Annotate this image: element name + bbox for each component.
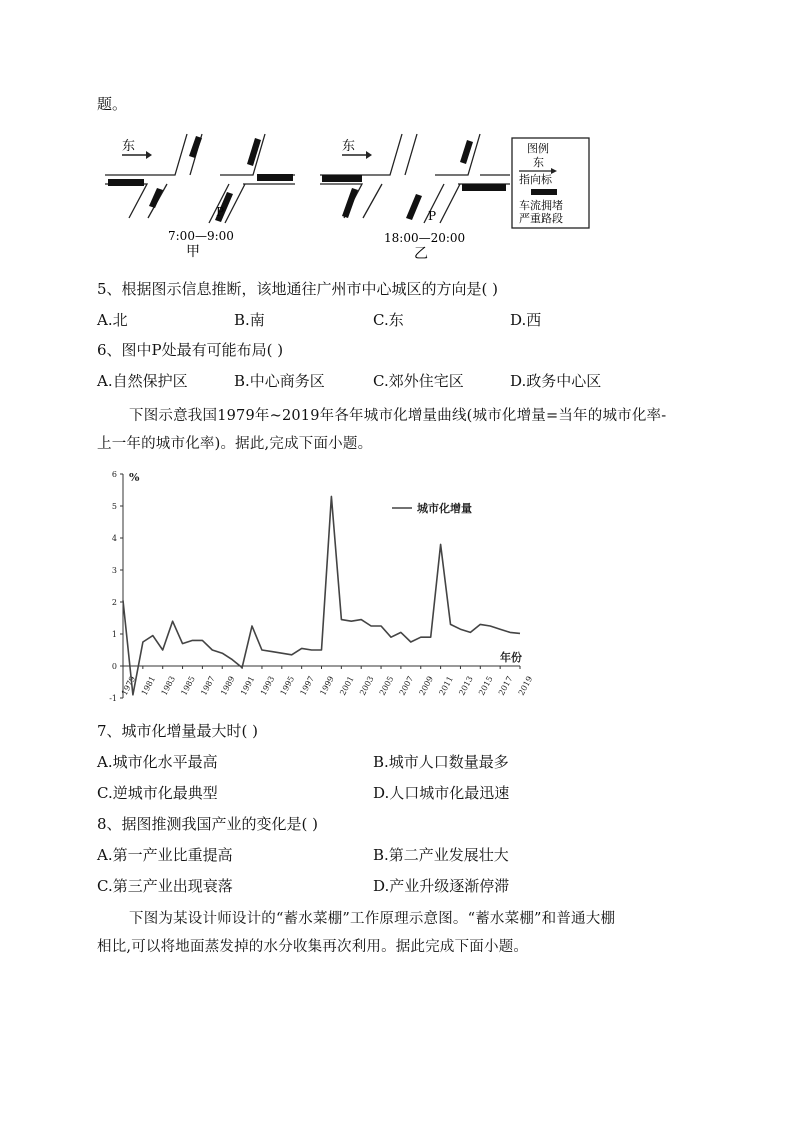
x-tick-label: 1979: [119, 674, 138, 697]
east-label: 东: [342, 139, 356, 154]
question-8: 8、据图推测我国产业的变化是( ): [97, 815, 319, 833]
p-label-yi: P: [428, 209, 437, 223]
legend-label: 城市化增量: [417, 502, 472, 515]
legend-arrow-label: 指向标: [519, 173, 552, 186]
x-tick-label: 1989: [219, 674, 237, 697]
x-tick-label: 1991: [238, 674, 257, 697]
q8-option-d[interactable]: D.产业升级逐渐停滞: [373, 877, 510, 895]
x-tick-label: 1993: [258, 674, 277, 697]
x-tick-label: 2011: [437, 674, 455, 697]
x-tick-label: 2005: [377, 674, 396, 697]
x-tick-label: 1997: [298, 674, 316, 697]
x-tick-label: 2015: [477, 674, 495, 697]
intro-paragraph-2-line-2: 上一年的城市化率)。据此,完成下面小题。: [97, 436, 373, 452]
y-tick-label: -1: [109, 694, 117, 702]
p-label-jia: P: [216, 205, 225, 219]
east-label: 东: [122, 139, 136, 154]
urbanization-increment-chart: [100, 462, 540, 702]
q5-option-c[interactable]: C.东: [373, 311, 404, 329]
y-axis-unit: %: [129, 471, 140, 484]
q6-option-a[interactable]: A.自然保护区: [97, 372, 188, 390]
x-tick-label: 1999: [318, 674, 336, 697]
x-tick-label: 2017: [496, 674, 515, 697]
map-jia: [105, 134, 295, 260]
q5-option-b[interactable]: B.南: [234, 311, 265, 329]
x-tick-label: 1985: [179, 674, 197, 697]
intro-paragraph-3-line-2: 相比,可以将地面蒸发掉的水分收集再次利用。据此完成下面小题。: [97, 939, 529, 955]
x-tick-label: 2013: [457, 674, 475, 697]
question-5: 5、根据图示信息推断，该地通往广州市中心城区的方向是( ): [97, 280, 499, 298]
page-fragment: 题。: [97, 95, 128, 113]
series-line: [123, 496, 520, 694]
q7-option-d[interactable]: D.人口城市化最迅速: [373, 784, 510, 802]
time-jia: 7:00—9:00: [168, 229, 234, 243]
x-tick-label: 2007: [397, 674, 416, 697]
intro-paragraph-3-line-1: 下图为某设计师设计的“蓄水菜棚”工作原理示意图。“蓄水菜棚”和普通大棚: [129, 911, 616, 927]
legend-jam-label-2: 严重路段: [519, 212, 563, 225]
x-tick-label: 2003: [358, 674, 376, 697]
q6-option-c[interactable]: C.郊外住宅区: [373, 372, 464, 390]
intro-paragraph-2-line-1: 下图示意我国1979年~2019年各年城市化增量曲线(城市化增量=当年的城市化率-: [129, 408, 667, 424]
x-tick-label: 1981: [139, 674, 158, 697]
x-tick-label: 1995: [278, 674, 297, 697]
q5-option-d[interactable]: D.西: [510, 311, 542, 329]
time-yi: 18:00—20:00: [384, 231, 466, 245]
q6-option-b[interactable]: B.中心商务区: [234, 372, 325, 390]
y-tick-label: 3: [111, 566, 117, 575]
q7-option-b[interactable]: B.城市人口数量最多: [373, 753, 509, 771]
q7-option-a[interactable]: A.城市化水平最高: [97, 753, 218, 771]
x-tick-label: 2001: [338, 674, 356, 697]
question-6: 6、图中P处最有可能布局( ): [97, 341, 284, 359]
legend-jam-label-1: 车流拥堵: [519, 199, 563, 212]
y-tick-label: 0: [111, 662, 117, 671]
x-tick-label: 2009: [417, 674, 436, 697]
q8-option-a[interactable]: A.第一产业比重提高: [97, 846, 233, 864]
y-tick-label: 4: [111, 534, 117, 543]
y-tick-label: 5: [111, 502, 117, 511]
q7-option-c[interactable]: C.逆城市化最典型: [97, 784, 218, 802]
x-tick-label: 1987: [199, 674, 217, 697]
q8-option-c[interactable]: C.第三产业出现衰落: [97, 877, 233, 895]
caption-jia: 甲: [186, 244, 200, 260]
x-axis-label: 年份: [500, 651, 522, 664]
question-7: 7、城市化增量最大时( ): [97, 722, 259, 740]
legend-east: 东: [533, 156, 544, 169]
traffic-figure: [95, 128, 595, 260]
q5-option-a[interactable]: A.北: [97, 311, 128, 329]
x-tick-label: 1983: [159, 674, 178, 697]
legend-box: [512, 138, 589, 228]
map-yi: [320, 134, 510, 260]
y-tick-label: 1: [111, 630, 117, 639]
q8-option-b[interactable]: B.第二产业发展壮大: [373, 846, 509, 864]
legend-title: 图例: [527, 142, 549, 155]
y-tick-label: 2: [111, 598, 117, 607]
q6-option-d[interactable]: D.政务中心区: [510, 372, 602, 390]
x-tick-label: 2019: [516, 674, 535, 697]
y-tick-label: 6: [111, 470, 117, 479]
caption-yi: 乙: [414, 246, 428, 260]
